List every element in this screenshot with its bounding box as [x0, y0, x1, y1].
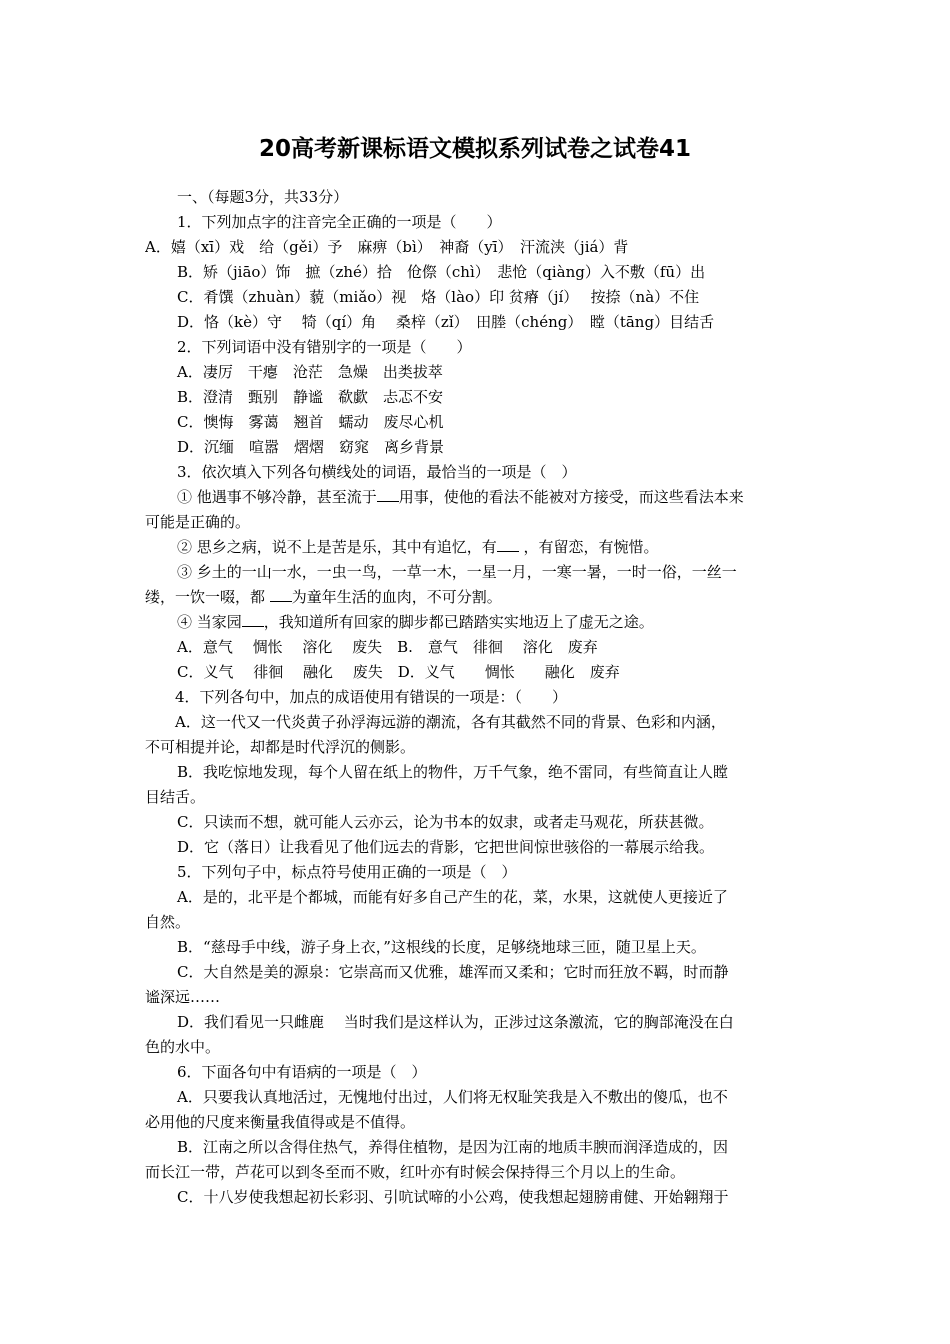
text-line: B．矫（jiāo）饰 摭（zhé）拾 伧傺（chì） 悲怆（qiàng）入不敷（fū）出	[177, 263, 706, 281]
text-line: C．只读而不想，就可能人云亦云，论为书本的奴隶，或者走马观花，所获甚微。	[177, 813, 714, 831]
text-line: 4．下列各句中，加点的成语使用有错误的一项是：（ ）	[175, 688, 568, 706]
text-line: D．我们看见一只雌鹿 当时我们是这样认为，正涉过这条激流，它的胸部淹没在白	[177, 1013, 734, 1031]
text-line: 一、（每题3分，共33分）	[177, 188, 349, 206]
text-line: B．我吃惊地发现，每个人留在纸上的物件，万千气象，绝不雷同，有些简直让人瞠	[177, 763, 729, 781]
text-line: 5．下列句子中，标点符号使用正确的一项是（ ）	[177, 863, 517, 881]
text-line: A．嬉（xī）戏 给（gěi）予 麻痹（bì） 神裔（yī） 汗流浃（jiá）背	[145, 238, 629, 256]
text-segment: ，我知道所有回家的脚步都已踏踏实实地迈上了虚无之途。	[263, 613, 654, 631]
text-line: 谧深远……	[145, 988, 221, 1006]
text-line: C．懊悔 雾蔼 翘首 蠕动 废尽心机	[177, 413, 444, 431]
text-line	[145, 610, 807, 635]
text-line: A．凄厉 干瘪 沧茫 急燥 出类拔萃	[177, 363, 443, 381]
text-line: 3．依次填入下列各句横线处的词语，最恰当的一项是（ ）	[177, 463, 577, 481]
text-line: D．沉缅 喧嚣 熠熠 窈窕 离乡背景	[177, 438, 445, 456]
text-segment: ④ 当家园	[177, 613, 242, 631]
text-segment: ，有留恋，有惋惜。	[518, 538, 659, 556]
text-line: 色的水中。	[145, 1038, 221, 1056]
text-segment: ② 思乡之病，说不上是苦是乐，其中有追忆，有	[177, 538, 497, 556]
text-line: A．意气 惆怅 溶化 废失 B. 意气 徘徊 溶化 废弃	[177, 638, 598, 656]
text-line: C．十八岁使我想起初长彩羽、引吭试啼的小公鸡，使我想起翅膀甫健、开始翱翔于	[177, 1188, 729, 1206]
text-line	[145, 585, 807, 610]
text-line: 必用他的尺度来衡量我值得或是不值得。	[145, 1113, 416, 1131]
text-line: 1．下列加点字的注音完全正确的一项是（ ）	[177, 213, 502, 231]
text-line: 可能是正确的。	[145, 513, 251, 531]
text-line: B．澄清 甄别 静谧 欷歔 忐忑不安	[177, 388, 444, 406]
text-line	[145, 535, 807, 560]
text-line: 自然。	[145, 913, 191, 931]
text-line: 不可相提并论，却都是时代浮沉的侧影。	[145, 738, 416, 756]
text-line: 目结舌。	[145, 788, 206, 806]
text-line: A．是的，北平是个都城，而能有好多自己产生的花，菜，水果，这就使人更接近了	[177, 888, 728, 906]
fill-in-blank	[497, 537, 519, 552]
text-line: D．恪（kè）守 犄（qí）角 桑梓（zǐ） 田塍（chéng） 瞠（tāng）目结舌	[177, 313, 715, 331]
text-line: C．肴馔（zhuàn）藐（miǎo）视 烙（lào）印 贫瘠（jí） 按捺（nà）不住	[177, 288, 700, 306]
document-title: 20高考新课标语文模拟系列试卷之试卷41	[258, 136, 691, 162]
text-line: B．“慈母手中线，游子身上衣，”这根线的长度，足够绕地球三匝，随卫星上天。	[177, 938, 706, 956]
text-line: A．这一代又一代炎黄子孙浮海远游的潮流，各有其截然不同的背景、色彩和内涵，	[175, 713, 726, 731]
text-line: B．江南之所以含得住热气，养得住植物，是因为江南的地质丰腴而润泽造成的，因	[177, 1138, 729, 1156]
text-line: C．义气 徘徊 融化 废失 D．义气 惆怅 融化 废弃	[177, 663, 620, 681]
text-line: ③ 乡土的一山一水，一虫一鸟，一草一木，一星一月，一寒一暑，一时一俗，一丝一	[177, 563, 737, 581]
text-line: 2．下列词语中没有错别字的一项是（ ）	[177, 338, 472, 356]
text-segment: 缕，一饮一啜，都	[145, 588, 270, 606]
fill-in-blank	[377, 487, 399, 502]
text-segment: ① 他遇事不够冷静，甚至流于	[177, 488, 377, 506]
document-body	[145, 185, 807, 1210]
text-line	[145, 485, 807, 510]
text-segment: 用事，使他的看法不能被对方接受，而这些看法本来	[398, 488, 744, 506]
fill-in-blank	[242, 612, 264, 627]
text-line: A．只要我认真地活过，无愧地付出过，人们将无权耻笑我是入不敷出的傻瓜，也不	[177, 1088, 728, 1106]
fill-in-blank	[270, 587, 292, 602]
text-line: D．它（落日）让我看见了他们远去的背影，它把世间惊世骇俗的一幕展示给我。	[177, 838, 715, 856]
text-line: 而长江一带，芦花可以到冬至而不败，红叶亦有时候会保持得三个月以上的生命。	[145, 1163, 686, 1181]
text-segment: 为童年生活的血肉，不可分割。	[291, 588, 502, 606]
text-line: 6．下面各句中有语病的一项是（ ）	[177, 1063, 427, 1081]
text-line: C．大自然是美的源泉：它崇高而又优雅，雄浑而又柔和；它时而狂放不羁，时而静	[177, 963, 729, 981]
